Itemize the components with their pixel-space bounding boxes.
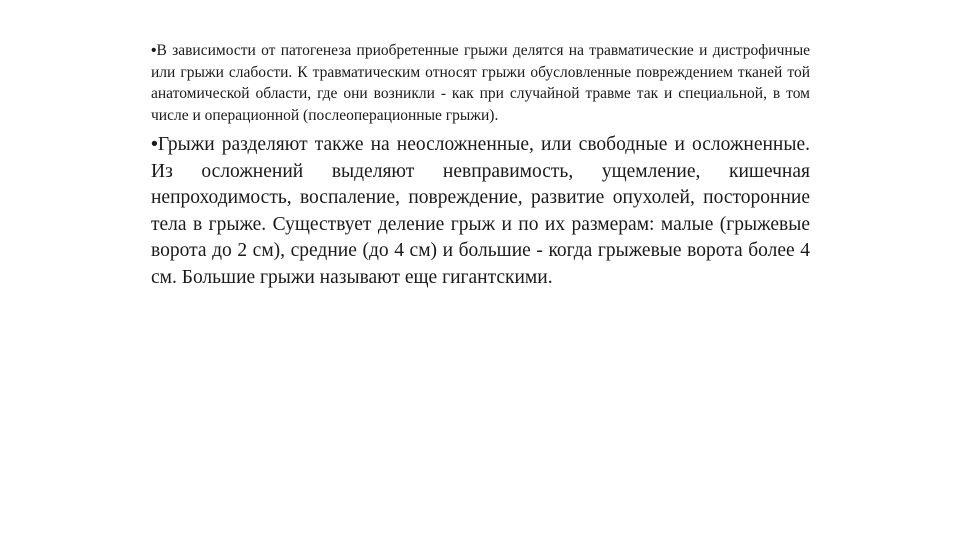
paragraph-pathogenesis xyxy=(151,40,810,126)
paragraph-complications xyxy=(151,131,810,291)
bullet-marker: • xyxy=(151,133,158,156)
paragraph-text: Грыжи разделяют также на неосложненные, или свободные и осложненные. Из осложнений выделяют невправимость, ущемление, кишечная непроходимость, воспаление, повреждение, развитие опухолей, посторонние тела в грыже. Существует деление грыж и по их размерам: малые (грыжевые ворота до 2 см), средние (до 4 см) и большие - когда грыжевые ворота более 4 см. Большие грыжи называют еще гигантскими. xyxy=(151,134,810,288)
slide-text-block xyxy=(151,40,810,291)
paragraph-text: В зависимости от патогенеза приобретенные грыжи делятся на травматические и дистрофичные или грыжи слабости. К травматическим относят грыжи обусловленные повреждением тканей той анатомической области, где они возникли - как при случайной травме так и специальной, в том числе и операционной (послеоперационные грыжи). xyxy=(151,42,810,124)
bullet-marker: • xyxy=(151,42,157,59)
